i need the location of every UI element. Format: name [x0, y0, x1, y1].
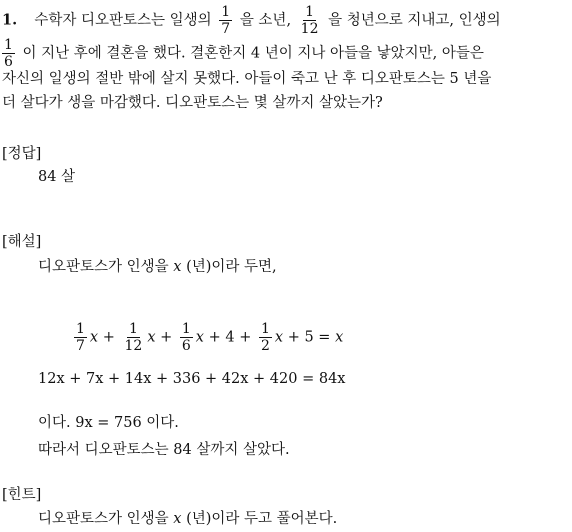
equation-2: 12x + 7x + 14x + 336 + 42x + 420 = 84x	[38, 371, 346, 387]
equation-1: $\frac{1}{7}$ x + $\frac{1}{12}$ x + $\frac{1}{6}$ x + 4 + $\frac{1}{2}$ x + 5 = x	[76, 321, 344, 354]
problem-line-3: 자신의 일생의 절반 밖에 살지 못했다. 아들이 죽고 난 후 디오판토스는 5 년을	[2, 71, 492, 87]
problem-line-4: 더 살다가 생을 마감했다. 디오판토스는 몇 살까지 살았는가?	[2, 95, 383, 111]
fraction-1-12: $\frac{1}{12}$	[300, 4, 319, 37]
solution-line-a: 이다. 9x = 756 이다.	[38, 415, 179, 431]
problem-text-2: 이 지난 후에 결혼을 했다. 결혼한지 4 년이 지나 아들을 낳았지만, 아들은	[22, 45, 484, 62]
hint-text: 디오판토스가 인생을 x (년)이라 두고 풀어본다.	[38, 511, 338, 527]
problem-number: 1.	[2, 11, 18, 29]
hint-heading: [힌트]	[2, 487, 42, 503]
solution-intro: 디오판토스가 인생을 x (년)이라 두면,	[38, 259, 277, 275]
problem-line-2	[2, 38, 484, 69]
problem-text-1c: 을 청년으로 지내고, 인생의	[328, 12, 501, 29]
solution-heading: [해설]	[2, 234, 42, 250]
fraction-1-7: $\frac{1}{7}$	[221, 4, 231, 37]
answer-heading: [정답]	[2, 146, 42, 162]
variable-x: x	[173, 259, 182, 275]
hint-variable-x: x	[173, 511, 182, 527]
solution-line-b: 따라서 디오판토스는 84 살까지 살았다.	[38, 442, 290, 458]
fraction-1-6: $\frac{1}{6}$	[4, 37, 13, 70]
problem-text-1b: 을 소년,	[239, 12, 292, 29]
answer-value: 84 살	[38, 169, 76, 185]
problem-text-1a: 수학자 디오판토스는 일생의	[34, 12, 212, 29]
problem-line-1	[2, 5, 501, 36]
